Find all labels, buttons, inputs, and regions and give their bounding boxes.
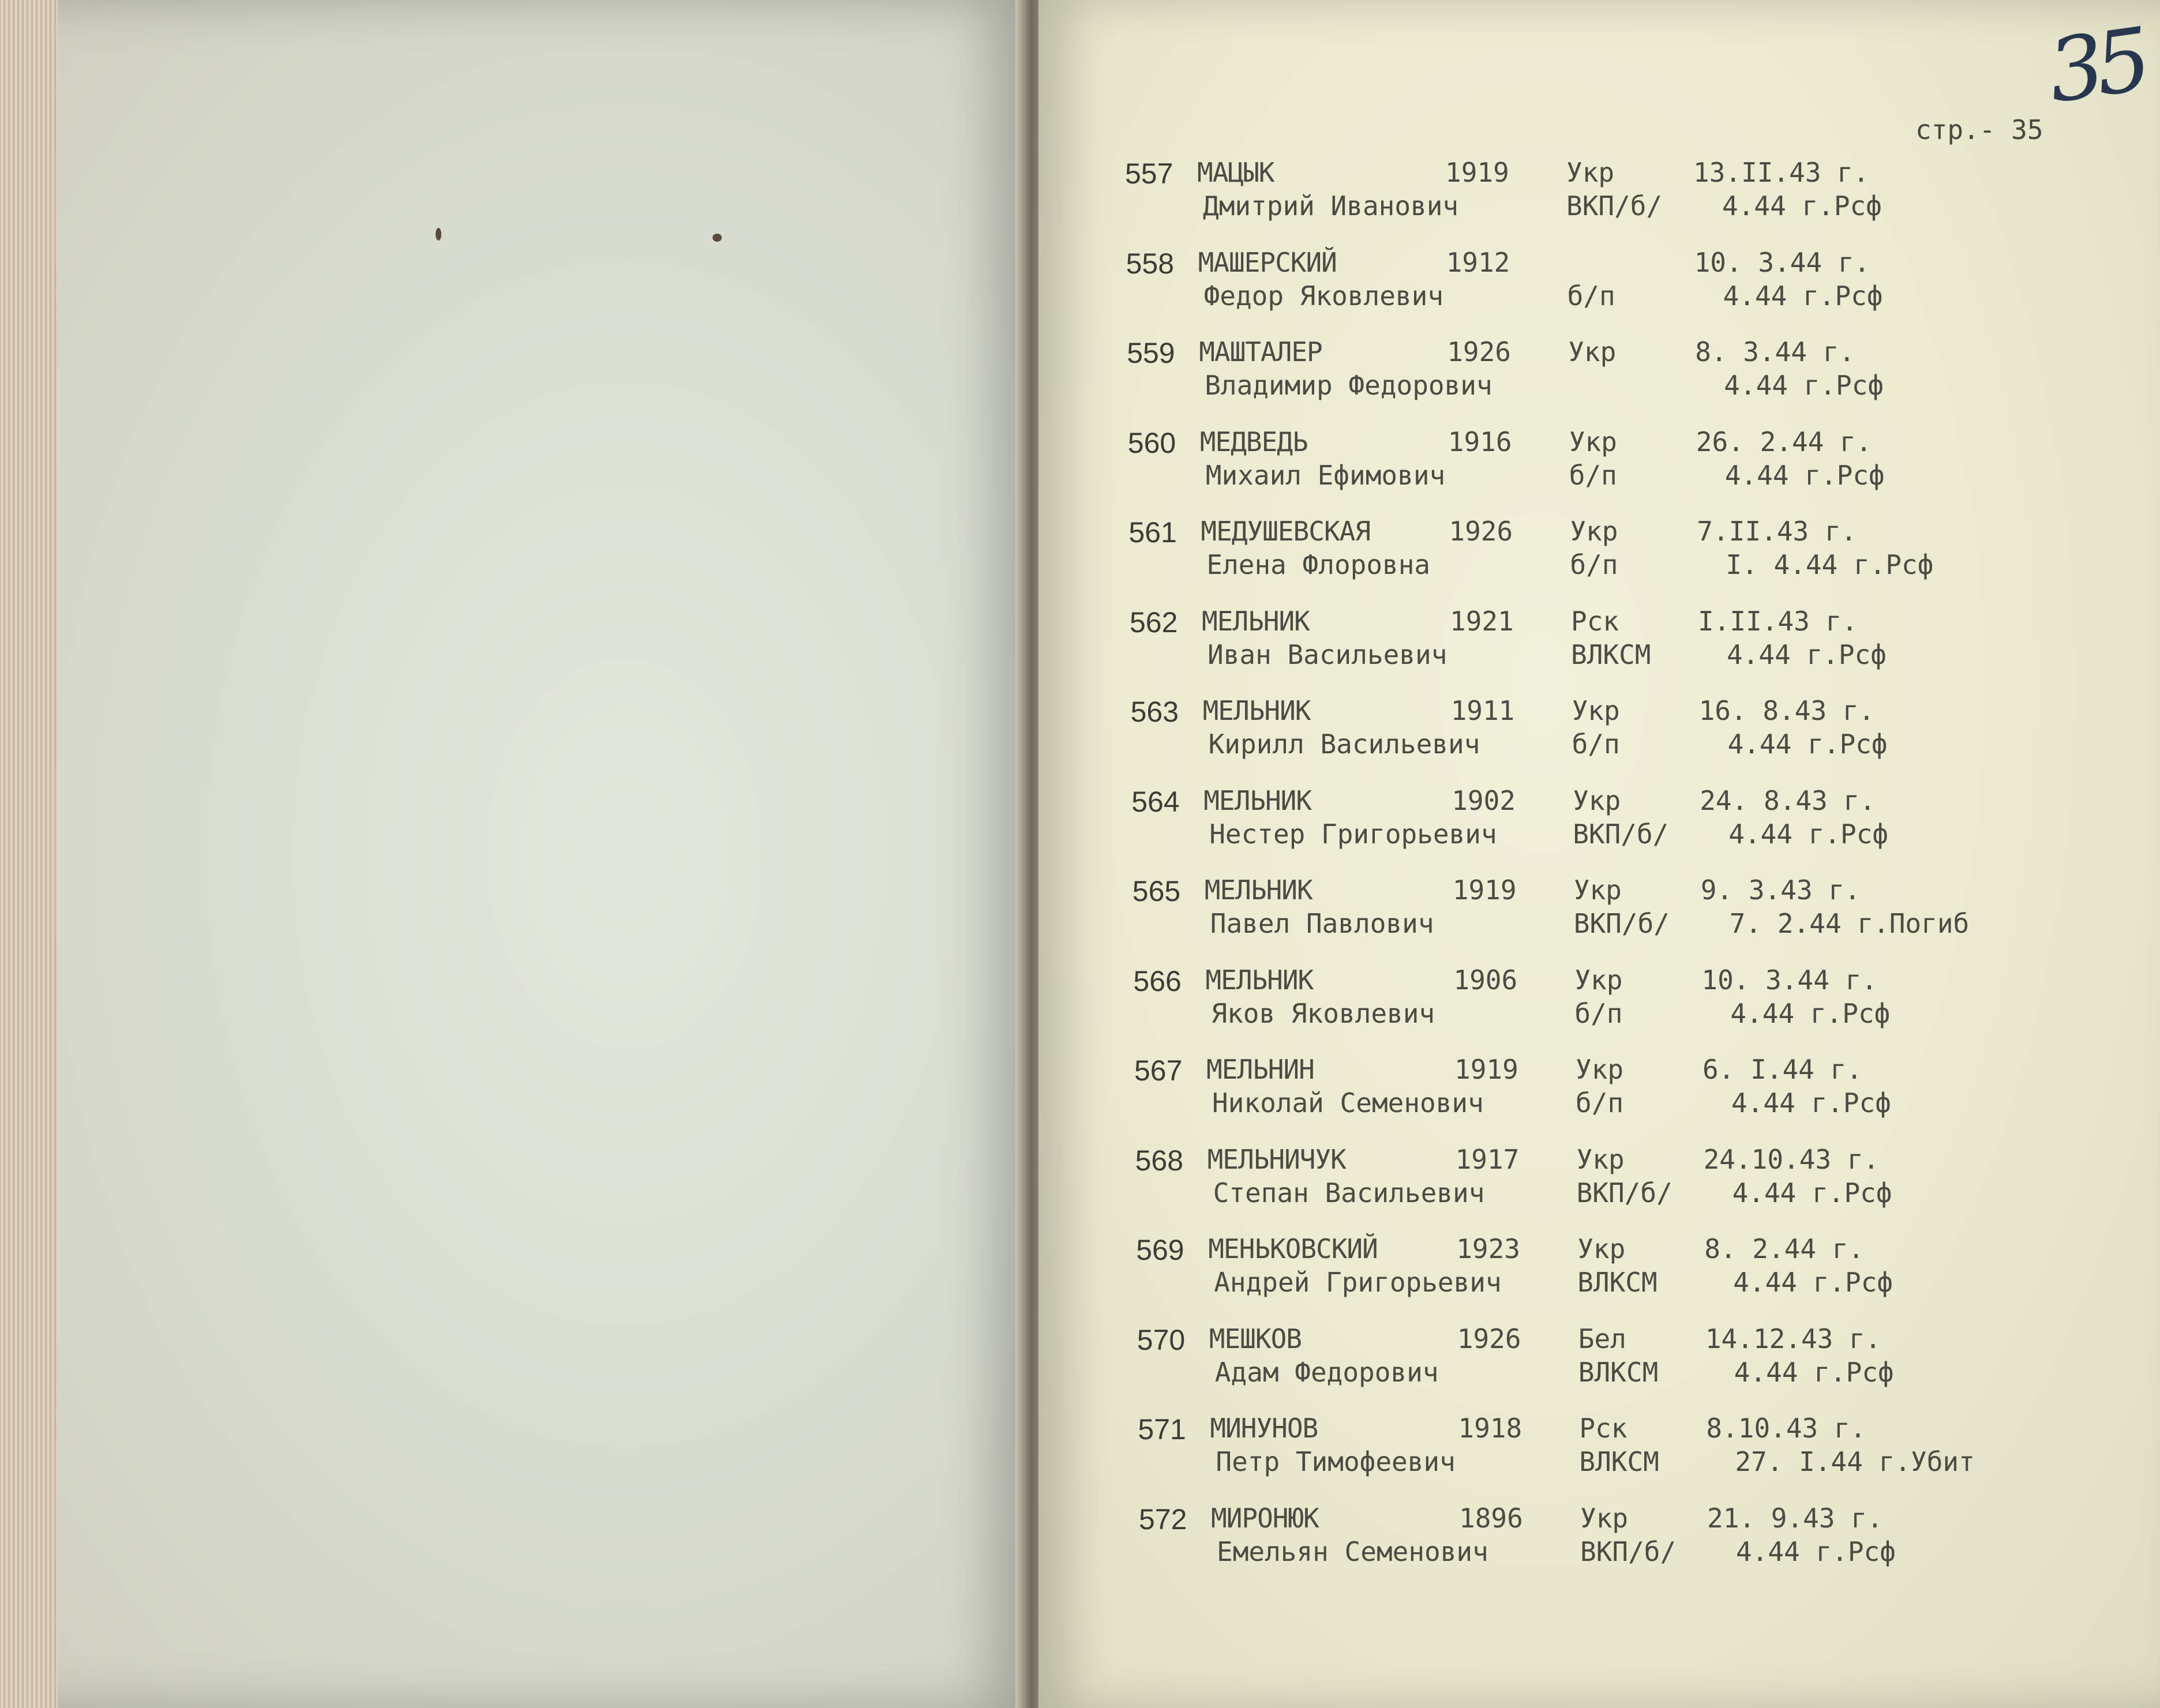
entry-date-1: 13.II.43 г.: [1693, 157, 1869, 188]
entry-date-2: 4.44 г.Рсф: [1734, 1356, 1894, 1388]
entry-party: б/п: [1576, 1087, 1624, 1118]
entry-date-1: 26. 2.44 г.: [1696, 426, 1872, 457]
entry-birth-year: 1918: [1458, 1413, 1522, 1444]
entry-surname: МИНУНОВ: [1210, 1413, 1318, 1444]
entry-surname: МЕЛЬНИЧУК: [1207, 1143, 1346, 1175]
entry-birth-year: 1916: [1447, 426, 1512, 457]
entry-date-2: 27. I.44 г.Убит: [1735, 1446, 1975, 1477]
entry-nationality: Укр: [1573, 874, 1622, 906]
entry-surname: МЕЛЬНИК: [1202, 695, 1311, 726]
entry-nationality: Укр: [1568, 336, 1617, 367]
entry-date-1: 10. 3.44 г.: [1701, 964, 1878, 996]
entry-nationality: Укр: [1576, 1143, 1625, 1175]
entry-number: 562: [1130, 606, 1178, 639]
entry-nationality: Бел: [1578, 1323, 1626, 1354]
entry-date-1: 14.12.43 г.: [1705, 1323, 1881, 1354]
entry-given-names: Николай Семенович: [1212, 1087, 1484, 1118]
entry-date-2: 4.44 г.Рсф: [1728, 818, 1889, 850]
entry-party: б/п: [1567, 280, 1615, 311]
entry-given-names: Михаил Ефимович: [1205, 459, 1446, 491]
entry-nationality: Укр: [1573, 784, 1621, 816]
entry-date-1: 10. 3.44 г.: [1694, 246, 1870, 278]
entry-birth-year: 1919: [1445, 157, 1509, 188]
entry-birth-year: 1911: [1450, 695, 1515, 726]
entry-party: ВКП/б/: [1576, 1177, 1672, 1208]
entry-number: 564: [1131, 785, 1180, 818]
entry-birth-year: 1926: [1447, 336, 1511, 367]
entry-party: б/п: [1574, 997, 1623, 1029]
entry-surname: МЕДВЕДЬ: [1199, 426, 1308, 457]
entry-number: 557: [1125, 157, 1173, 190]
entry-party: ВЛКСМ: [1571, 639, 1651, 670]
entry-number: 563: [1130, 696, 1179, 728]
entry-nationality: Укр: [1566, 157, 1615, 188]
entry-date-2: 4.44 г.Рсф: [1727, 639, 1887, 670]
entry-given-names: Федор Яковлевич: [1203, 280, 1444, 311]
entry-date-2: 4.44 г.Рсф: [1731, 1087, 1891, 1118]
entry-given-names: Петр Тимофеевич: [1216, 1446, 1456, 1477]
entry-party: ВЛКСМ: [1577, 1267, 1657, 1298]
entry-date-1: 16. 8.43 г.: [1698, 695, 1875, 726]
entry-date-2: 4.44 г.Рсф: [1730, 997, 1891, 1029]
entry-number: 567: [1134, 1054, 1183, 1087]
entry-date-2: 4.44 г.Рсф: [1724, 459, 1885, 491]
entry-number: 561: [1128, 516, 1177, 549]
entry-date-1: 24.10.43 г.: [1703, 1143, 1880, 1175]
entry-surname: МЕДУШЕВСКАЯ: [1201, 516, 1371, 547]
entry-number: 566: [1133, 964, 1182, 997]
entry-party: ВКП/б/: [1573, 818, 1669, 850]
entry-surname: МЕЛЬНИК: [1202, 605, 1310, 637]
entry-birth-year: 1906: [1453, 964, 1518, 996]
entry-party: ВЛКСМ: [1579, 1446, 1659, 1477]
left-blank-page: [23, 0, 1027, 1708]
entry-date-2: I. 4.44 г.Рсф: [1726, 549, 1934, 580]
entry-party: б/п: [1569, 459, 1617, 491]
ink-speck: [436, 228, 441, 241]
entry-surname: МИРОНЮК: [1211, 1502, 1319, 1534]
entry-surname: МАЦЫК: [1197, 157, 1274, 188]
entry-date-1: 7.II.43 г.: [1697, 516, 1857, 547]
entry-birth-year: 1917: [1455, 1143, 1520, 1175]
entry-birth-year: 1902: [1452, 784, 1516, 816]
entry-number: 571: [1138, 1413, 1186, 1446]
entry-number: 572: [1139, 1503, 1187, 1536]
entry-given-names: Яков Яковлевич: [1211, 997, 1435, 1029]
entry-surname: МЕЛЬНИК: [1203, 784, 1312, 816]
entry-nationality: Рск: [1571, 605, 1619, 637]
entry-date-1: 8.10.43 г.: [1706, 1413, 1866, 1444]
entry-given-names: Адам Федорович: [1214, 1356, 1439, 1388]
entry-given-names: Дмитрий Иванович: [1203, 190, 1459, 222]
page-stack-edges: [0, 0, 58, 1708]
entry-birth-year: 1912: [1446, 246, 1510, 278]
entry-nationality: Укр: [1577, 1233, 1626, 1264]
entry-date-1: I.II.43 г.: [1698, 605, 1858, 637]
entry-party: ВЛКСМ: [1578, 1356, 1659, 1388]
entry-date-2: 4.44 г.Рсф: [1722, 190, 1882, 222]
entry-nationality: Укр: [1574, 964, 1623, 996]
entry-nationality: Укр: [1570, 516, 1618, 547]
entry-birth-year: 1923: [1456, 1233, 1520, 1264]
entry-number: 570: [1137, 1323, 1186, 1356]
entry-surname: МЕЛЬНИК: [1205, 964, 1314, 996]
entry-number: 560: [1127, 426, 1176, 459]
entry-number: 568: [1135, 1144, 1184, 1177]
handwritten-page-number: 35: [2042, 10, 2150, 123]
entry-given-names: Елена Флоровна: [1206, 549, 1431, 580]
entry-date-1: 8. 3.44 г.: [1695, 336, 1855, 367]
entry-given-names: Павел Павлович: [1210, 908, 1434, 939]
entry-date-1: 8. 2.44 г.: [1704, 1233, 1865, 1264]
entry-birth-year: 1919: [1452, 874, 1517, 906]
entry-date-2: 4.44 г.Рсф: [1732, 1177, 1892, 1208]
entry-number: 558: [1126, 247, 1175, 280]
entry-party: б/п: [1572, 729, 1620, 760]
entry-birth-year: 1926: [1449, 516, 1513, 547]
entry-given-names: Емельян Семенович: [1217, 1536, 1488, 1567]
entry-birth-year: 1921: [1450, 605, 1514, 637]
entry-nationality: Укр: [1572, 695, 1620, 726]
entry-date-2: 4.44 г.Рсф: [1727, 729, 1888, 760]
entry-date-1: 24. 8.43 г.: [1700, 784, 1876, 816]
entry-party: ВКП/б/: [1573, 908, 1670, 939]
entry-surname: МАШЕРСКИЙ: [1198, 246, 1337, 278]
entry-nationality: Укр: [1569, 426, 1617, 457]
entry-party: б/п: [1570, 549, 1618, 580]
entry-surname: МЕШКОВ: [1209, 1323, 1302, 1354]
entry-number: 565: [1132, 875, 1181, 907]
entry-party: ВКП/б/: [1580, 1536, 1677, 1567]
entry-given-names: Нестер Григорьевич: [1209, 818, 1497, 850]
entry-party: ВКП/б/: [1566, 190, 1663, 222]
entry-date-2: 7. 2.44 г.Погиб: [1729, 908, 1970, 939]
entry-nationality: Укр: [1576, 1054, 1624, 1085]
entry-number: 569: [1136, 1234, 1184, 1266]
entry-date-2: 4.44 г.Рсф: [1736, 1536, 1896, 1567]
entry-surname: МЕЛЬНИН: [1206, 1054, 1314, 1085]
entry-date-1: 21. 9.43 г.: [1707, 1502, 1883, 1534]
entry-surname: МАШТАЛЕР: [1199, 336, 1322, 367]
entry-given-names: Степан Васильевич: [1213, 1177, 1485, 1208]
entry-nationality: Укр: [1580, 1502, 1629, 1534]
entry-date-2: 4.44 г.Рсф: [1724, 370, 1884, 401]
entry-birth-year: 1919: [1454, 1054, 1518, 1085]
entry-date-2: 4.44 г.Рсф: [1733, 1267, 1893, 1298]
entry-surname: МЕНЬКОВСКИЙ: [1208, 1233, 1378, 1264]
entry-given-names: Кирилл Васильевич: [1208, 729, 1480, 760]
entry-nationality: Рск: [1579, 1413, 1627, 1444]
entry-date-1: 6. I.44 г.: [1702, 1054, 1862, 1085]
entry-birth-year: 1896: [1459, 1502, 1523, 1534]
entry-date-1: 9. 3.43 г.: [1700, 874, 1861, 906]
entry-birth-year: 1926: [1457, 1323, 1521, 1354]
entry-date-2: 4.44 г.Рсф: [1723, 280, 1883, 311]
entry-given-names: Владимир Федорович: [1205, 370, 1492, 401]
entry-number: 559: [1127, 337, 1175, 369]
ink-speck: [712, 234, 722, 242]
typed-page-label: стр.- 35: [1915, 114, 2043, 145]
entry-given-names: Иван Васильевич: [1208, 639, 1447, 670]
entry-surname: МЕЛЬНИК: [1204, 874, 1312, 906]
entry-given-names: Андрей Григорьевич: [1214, 1267, 1502, 1298]
